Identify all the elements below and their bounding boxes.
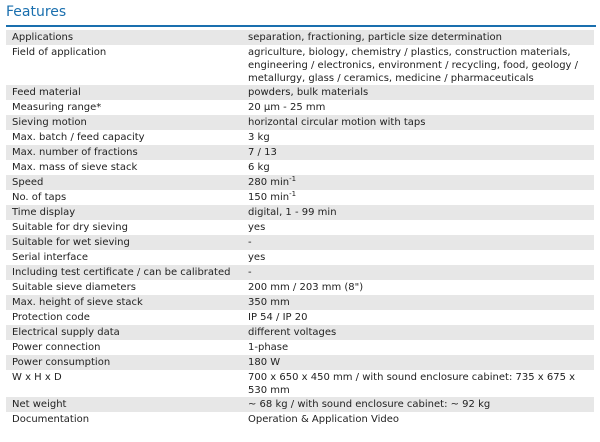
spec-label: Power consumption	[6, 355, 242, 370]
spec-value	[242, 145, 594, 160]
spec-value-text: 700 x 650 x 450 mm / with sound enclosure cabinet: 735 x 675 x 530 mm	[248, 372, 576, 396]
spec-label: Measuring range*	[6, 100, 242, 115]
spec-value	[242, 175, 594, 190]
table-row	[6, 115, 594, 130]
spec-value-text: 350 mm	[248, 297, 290, 308]
spec-value-text: horizontal circular motion with taps	[248, 117, 426, 128]
spec-value-exponent: -1	[289, 175, 297, 183]
spec-value-text: Operation & Application Video	[248, 414, 399, 425]
spec-label: Net weight	[6, 397, 242, 412]
spec-value	[242, 130, 594, 145]
table-row	[6, 340, 594, 355]
table-row	[6, 145, 594, 160]
spec-label: Protection code	[6, 310, 242, 325]
table-row	[6, 265, 594, 280]
table-row	[6, 295, 594, 310]
specifications-table	[6, 30, 594, 427]
spec-value-text: 20 µm - 25 mm	[248, 102, 326, 113]
table-row	[6, 397, 594, 412]
spec-value-text: 1-phase	[248, 342, 289, 353]
spec-label: Max. number of fractions	[6, 145, 242, 160]
spec-value	[242, 340, 594, 355]
spec-value	[242, 310, 594, 325]
spec-value-exponent: -1	[289, 190, 297, 198]
spec-value	[242, 100, 594, 115]
spec-label: No. of taps	[6, 190, 242, 205]
table-row	[6, 45, 594, 85]
spec-value-text: -	[248, 237, 252, 248]
spec-value-text: yes	[248, 252, 266, 263]
spec-value-text: different voltages	[248, 327, 337, 338]
spec-label: Max. batch / feed capacity	[6, 130, 242, 145]
table-row	[6, 220, 594, 235]
spec-value-text: 3 kg	[248, 132, 270, 143]
spec-value	[242, 220, 594, 235]
table-row	[6, 85, 594, 100]
table-row	[6, 190, 594, 205]
spec-label: Including test certificate / can be calibrated	[6, 265, 242, 280]
spec-label: Max. mass of sieve stack	[6, 160, 242, 175]
spec-label: Max. height of sieve stack	[6, 295, 242, 310]
spec-value-text: yes	[248, 222, 266, 233]
spec-label: Electrical supply data	[6, 325, 242, 340]
spec-value-text: 6 kg	[248, 162, 270, 173]
table-row	[6, 280, 594, 295]
spec-value	[242, 250, 594, 265]
spec-label: Suitable for wet sieving	[6, 235, 242, 250]
spec-value-text: powders, bulk materials	[248, 87, 369, 98]
table-row	[6, 100, 594, 115]
table-row	[6, 130, 594, 145]
spec-value	[242, 160, 594, 175]
spec-value-text: -	[248, 267, 252, 278]
table-row	[6, 235, 594, 250]
table-row	[6, 205, 594, 220]
spec-value	[242, 205, 594, 220]
table-row	[6, 370, 594, 397]
spec-value-text: 180 W	[248, 357, 281, 368]
table-row	[6, 250, 594, 265]
spec-value	[242, 355, 594, 370]
spec-label: Time display	[6, 205, 242, 220]
spec-value	[242, 45, 594, 85]
spec-label: Feed material	[6, 85, 242, 100]
spec-value	[242, 397, 594, 412]
spec-label: Sieving motion	[6, 115, 242, 130]
spec-label: Serial interface	[6, 250, 242, 265]
table-row	[6, 160, 594, 175]
spec-value-text: 200 mm / 203 mm (8")	[248, 282, 364, 293]
spec-label: Speed	[6, 175, 242, 190]
spec-value	[242, 370, 594, 397]
section-heading: Features	[6, 4, 67, 20]
spec-value	[242, 85, 594, 100]
table-row	[6, 30, 594, 45]
spec-label: Applications	[6, 30, 242, 45]
table-row	[6, 325, 594, 340]
spec-label: Suitable for dry sieving	[6, 220, 242, 235]
table-row	[6, 310, 594, 325]
spec-label: W x H x D	[6, 370, 242, 397]
spec-label: Power connection	[6, 340, 242, 355]
spec-value-text: ~ 68 kg / with sound enclosure cabinet: ~ 92 kg	[248, 399, 491, 410]
spec-label: Documentation	[6, 412, 242, 427]
spec-value	[242, 412, 594, 427]
spec-value	[242, 115, 594, 130]
spec-value-text: 280 min	[248, 177, 290, 188]
spec-label: Field of application	[6, 45, 242, 85]
spec-value	[242, 30, 594, 45]
specifications-table-body	[6, 30, 594, 427]
spec-value-text: digital, 1 - 99 min	[248, 207, 337, 218]
table-row	[6, 175, 594, 190]
spec-value-text: IP 54 / IP 20	[248, 312, 308, 323]
spec-value	[242, 295, 594, 310]
spec-value-text: separation, fractioning, particle size determination	[248, 32, 502, 43]
spec-value	[242, 235, 594, 250]
table-row	[6, 355, 594, 370]
spec-value	[242, 265, 594, 280]
spec-value	[242, 280, 594, 295]
spec-value	[242, 325, 594, 340]
spec-value-text: 150 min	[248, 192, 290, 203]
spec-label: Suitable sieve diameters	[6, 280, 242, 295]
heading-divider	[6, 25, 596, 27]
spec-value-text: 7 / 13	[248, 147, 277, 158]
table-row	[6, 412, 594, 427]
spec-value-text: agriculture, biology, chemistry / plastics, construction materials, engineering / electronics, environment / recycling, food, geology / metallurgy, glass / ceramics, medicine / pharmaceuticals	[248, 47, 579, 84]
spec-value	[242, 190, 594, 205]
